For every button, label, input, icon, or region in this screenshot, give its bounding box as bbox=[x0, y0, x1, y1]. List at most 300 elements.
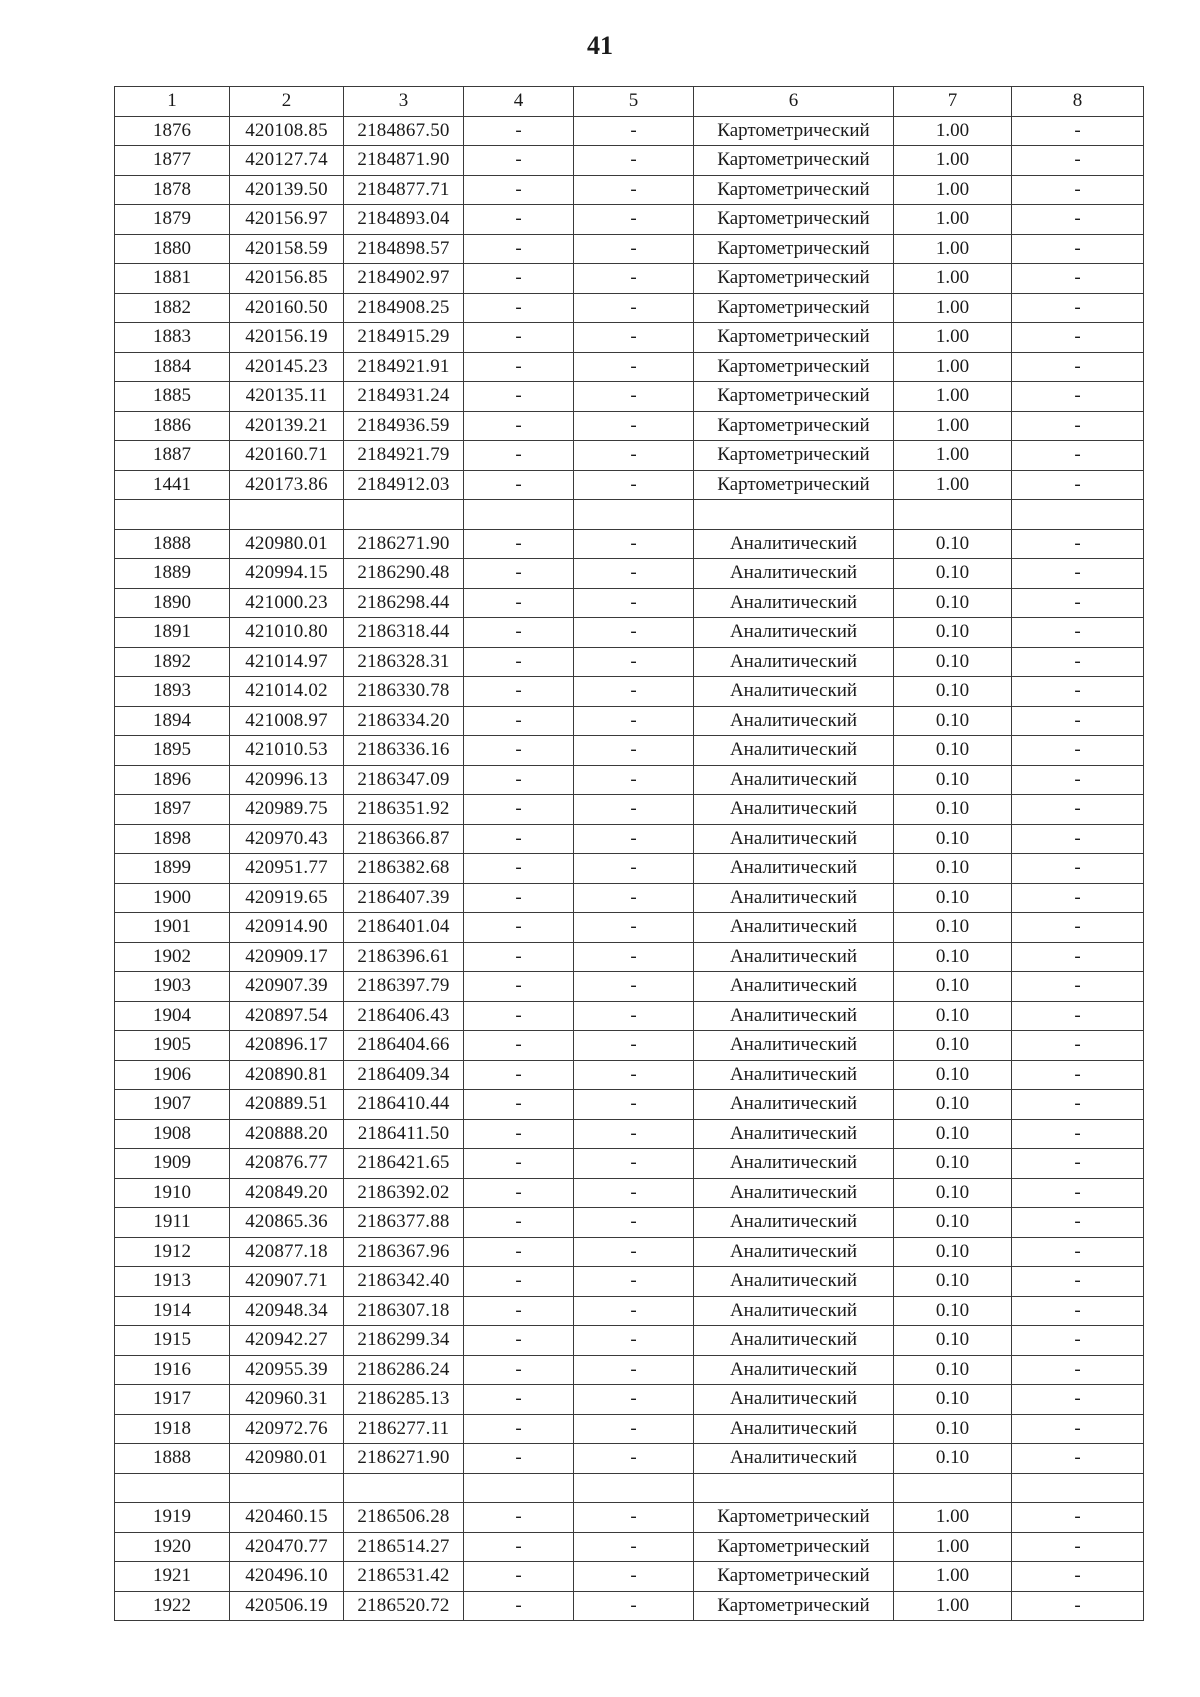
table-cell-col-3: 2186377.88 bbox=[344, 1208, 464, 1238]
table-cell-col-7: 0.10 bbox=[894, 1178, 1012, 1208]
table-cell-col-3: 2186290.48 bbox=[344, 559, 464, 589]
table-row bbox=[115, 411, 1144, 441]
table-cell-col-1: 1886 bbox=[115, 411, 230, 441]
table-row bbox=[115, 323, 1144, 353]
table-row-separator bbox=[115, 1473, 1144, 1503]
table-cell-col-4: - bbox=[464, 1119, 574, 1149]
table-cell-col-8: - bbox=[1012, 529, 1144, 559]
table-cell-col-5: - bbox=[574, 470, 694, 500]
table-cell-col-5: - bbox=[574, 1001, 694, 1031]
table-cell-col-4: - bbox=[464, 942, 574, 972]
table-cell-col-7: 1.00 bbox=[894, 441, 1012, 471]
table-cell-col-6: Аналитический bbox=[694, 972, 894, 1002]
table-cell-col-6: Аналитический bbox=[694, 942, 894, 972]
table-cell-col-3: 2186406.43 bbox=[344, 1001, 464, 1031]
table-row bbox=[115, 972, 1144, 1002]
table-cell-col-1: 1877 bbox=[115, 146, 230, 176]
table-cell-col-3: 2186520.72 bbox=[344, 1591, 464, 1621]
table-cell-col-2: 420888.20 bbox=[230, 1119, 344, 1149]
table-row bbox=[115, 1208, 1144, 1238]
table-cell-col-1: 1893 bbox=[115, 677, 230, 707]
table-cell-col-6: Картометрический bbox=[694, 116, 894, 146]
table-cell-col-3: 2186299.34 bbox=[344, 1326, 464, 1356]
table-cell-col-5: - bbox=[574, 1414, 694, 1444]
table-cell-col-2: 420994.15 bbox=[230, 559, 344, 589]
table-cell-col-3: 2186514.27 bbox=[344, 1532, 464, 1562]
table-cell-col-4: - bbox=[464, 175, 574, 205]
table-cell-col-3: 2186410.44 bbox=[344, 1090, 464, 1120]
table-cell-col-7: 0.10 bbox=[894, 1060, 1012, 1090]
table-cell-col-4: - bbox=[464, 323, 574, 353]
table-row bbox=[115, 559, 1144, 589]
table-cell-col-4: - bbox=[464, 382, 574, 412]
table-cell-col-3: 2186298.44 bbox=[344, 588, 464, 618]
table-row bbox=[115, 1414, 1144, 1444]
table-cell-col-7: 0.10 bbox=[894, 529, 1012, 559]
table-cell-col-6: Картометрический bbox=[694, 264, 894, 294]
table-cell-col-5: - bbox=[574, 352, 694, 382]
column-header-4: 4 bbox=[464, 87, 574, 117]
table-cell-col-8: - bbox=[1012, 264, 1144, 294]
table-cell-col-1: 1878 bbox=[115, 175, 230, 205]
table-cell-col-2: 420996.13 bbox=[230, 765, 344, 795]
table-cell-col-2: 420460.15 bbox=[230, 1503, 344, 1533]
table-cell-col-4: - bbox=[464, 972, 574, 1002]
table-cell-col-2: 420145.23 bbox=[230, 352, 344, 382]
table-cell-col-2: 421008.97 bbox=[230, 706, 344, 736]
table-cell-col-2: 420156.19 bbox=[230, 323, 344, 353]
table-row bbox=[115, 588, 1144, 618]
table-cell-col-7: 1.00 bbox=[894, 1532, 1012, 1562]
table-cell-col-1: 1889 bbox=[115, 559, 230, 589]
table-cell-col-6: Аналитический bbox=[694, 1060, 894, 1090]
table-cell-col-1: 1441 bbox=[115, 470, 230, 500]
table-cell-col-7: 0.10 bbox=[894, 647, 1012, 677]
table-cell-col-2: 420108.85 bbox=[230, 116, 344, 146]
table-cell-col-3: 2186286.24 bbox=[344, 1355, 464, 1385]
table-row bbox=[115, 1119, 1144, 1149]
table-cell-col-4: - bbox=[464, 883, 574, 913]
table-body bbox=[115, 116, 1144, 1621]
table-cell-col-4: - bbox=[464, 1326, 574, 1356]
table-cell-col-4: - bbox=[464, 1031, 574, 1061]
table-row bbox=[115, 175, 1144, 205]
table-cell-col-4: - bbox=[464, 1178, 574, 1208]
table-cell-col-3: 2186396.61 bbox=[344, 942, 464, 972]
table-cell-col-8: - bbox=[1012, 116, 1144, 146]
table-cell-col-3 bbox=[344, 1473, 464, 1503]
table-cell-col-5: - bbox=[574, 1532, 694, 1562]
table-cell-col-7 bbox=[894, 500, 1012, 530]
table-cell-col-5 bbox=[574, 500, 694, 530]
column-header-5: 5 bbox=[574, 87, 694, 117]
table-cell-col-7: 0.10 bbox=[894, 765, 1012, 795]
table-cell-col-7: 0.10 bbox=[894, 1149, 1012, 1179]
table-cell-col-2: 420907.39 bbox=[230, 972, 344, 1002]
table-cell-col-2: 420955.39 bbox=[230, 1355, 344, 1385]
table-cell-col-5: - bbox=[574, 647, 694, 677]
table-cell-col-6: Картометрический bbox=[694, 1591, 894, 1621]
table-cell-col-5: - bbox=[574, 824, 694, 854]
table-cell-col-1: 1880 bbox=[115, 234, 230, 264]
table-cell-col-5: - bbox=[574, 411, 694, 441]
table-cell-col-7: 1.00 bbox=[894, 293, 1012, 323]
table-cell-col-7: 0.10 bbox=[894, 1001, 1012, 1031]
table-cell-col-7: 0.10 bbox=[894, 1237, 1012, 1267]
table-cell-col-7: 0.10 bbox=[894, 1267, 1012, 1297]
table-cell-col-4: - bbox=[464, 913, 574, 943]
table-cell-col-7: 0.10 bbox=[894, 1296, 1012, 1326]
table-cell-col-3: 2186531.42 bbox=[344, 1562, 464, 1592]
table-cell-col-6: Аналитический bbox=[694, 1208, 894, 1238]
table-cell-col-6 bbox=[694, 1473, 894, 1503]
table-cell-col-7: 0.10 bbox=[894, 972, 1012, 1002]
table-cell-col-5: - bbox=[574, 264, 694, 294]
page-number: 41 bbox=[587, 31, 613, 60]
table-cell-col-8: - bbox=[1012, 146, 1144, 176]
table-cell-col-4: - bbox=[464, 765, 574, 795]
table-cell-col-4: - bbox=[464, 441, 574, 471]
table-cell-col-2: 420897.54 bbox=[230, 1001, 344, 1031]
table-cell-col-8: - bbox=[1012, 765, 1144, 795]
table-cell-col-8: - bbox=[1012, 1385, 1144, 1415]
table-row bbox=[115, 529, 1144, 559]
table-cell-col-4: - bbox=[464, 1532, 574, 1562]
table-row bbox=[115, 677, 1144, 707]
table-cell-col-7: 0.10 bbox=[894, 1119, 1012, 1149]
table-row bbox=[115, 1296, 1144, 1326]
table-cell-col-1: 1899 bbox=[115, 854, 230, 884]
table-cell-col-8: - bbox=[1012, 1532, 1144, 1562]
table-cell-col-5: - bbox=[574, 559, 694, 589]
table-cell-col-2: 420496.10 bbox=[230, 1562, 344, 1592]
table-cell-col-2: 420960.31 bbox=[230, 1385, 344, 1415]
table-cell-col-7: 1.00 bbox=[894, 264, 1012, 294]
table-cell-col-8: - bbox=[1012, 795, 1144, 825]
table-cell-col-4: - bbox=[464, 529, 574, 559]
table-cell-col-5: - bbox=[574, 913, 694, 943]
table-cell-col-3: 2186407.39 bbox=[344, 883, 464, 913]
table-cell-col-6: Картометрический bbox=[694, 1562, 894, 1592]
table-cell-col-7: 0.10 bbox=[894, 1414, 1012, 1444]
table-row bbox=[115, 1591, 1144, 1621]
table-cell-col-6: Картометрический bbox=[694, 382, 894, 412]
table-cell-col-3: 2184936.59 bbox=[344, 411, 464, 441]
table-cell-col-8 bbox=[1012, 1473, 1144, 1503]
table-row bbox=[115, 824, 1144, 854]
table-cell-col-5 bbox=[574, 1473, 694, 1503]
table-cell-col-6: Аналитический bbox=[694, 1031, 894, 1061]
table-cell-col-5: - bbox=[574, 1149, 694, 1179]
table-cell-col-5: - bbox=[574, 618, 694, 648]
table-cell-col-7: 0.10 bbox=[894, 854, 1012, 884]
table-row bbox=[115, 1385, 1144, 1415]
table-cell-col-8: - bbox=[1012, 352, 1144, 382]
table-row bbox=[115, 1178, 1144, 1208]
table-cell-col-8: - bbox=[1012, 175, 1144, 205]
table-cell-col-5: - bbox=[574, 146, 694, 176]
table-cell-col-3: 2186366.87 bbox=[344, 824, 464, 854]
table-cell-col-8: - bbox=[1012, 942, 1144, 972]
table-cell-col-5: - bbox=[574, 529, 694, 559]
table-cell-col-3: 2186367.96 bbox=[344, 1237, 464, 1267]
table-cell-col-2: 420156.85 bbox=[230, 264, 344, 294]
table-cell-col-5: - bbox=[574, 382, 694, 412]
table-cell-col-4: - bbox=[464, 1237, 574, 1267]
table-cell-col-1: 1914 bbox=[115, 1296, 230, 1326]
table-cell-col-5: - bbox=[574, 1267, 694, 1297]
table-cell-col-1: 1892 bbox=[115, 647, 230, 677]
table-cell-col-6: Аналитический bbox=[694, 1001, 894, 1031]
table-cell-col-8: - bbox=[1012, 441, 1144, 471]
table-cell-col-1 bbox=[115, 500, 230, 530]
table-cell-col-6: Аналитический bbox=[694, 677, 894, 707]
table-cell-col-5: - bbox=[574, 1237, 694, 1267]
table-cell-col-6: Картометрический bbox=[694, 293, 894, 323]
table-cell-col-8: - bbox=[1012, 1001, 1144, 1031]
table-row bbox=[115, 913, 1144, 943]
table-cell-col-7: 0.10 bbox=[894, 618, 1012, 648]
table-cell-col-1: 1902 bbox=[115, 942, 230, 972]
table-cell-col-6: Аналитический bbox=[694, 559, 894, 589]
table-cell-col-2: 421014.97 bbox=[230, 647, 344, 677]
table-cell-col-8: - bbox=[1012, 736, 1144, 766]
table-cell-col-6: Картометрический bbox=[694, 205, 894, 235]
table-cell-col-4: - bbox=[464, 293, 574, 323]
table-cell-col-3: 2186347.09 bbox=[344, 765, 464, 795]
table-cell-col-8: - bbox=[1012, 972, 1144, 1002]
table-cell-col-3: 2184898.57 bbox=[344, 234, 464, 264]
table-cell-col-1: 1897 bbox=[115, 795, 230, 825]
table-cell-col-1: 1912 bbox=[115, 1237, 230, 1267]
table-cell-col-8: - bbox=[1012, 913, 1144, 943]
table-cell-col-1: 1905 bbox=[115, 1031, 230, 1061]
table-cell-col-5: - bbox=[574, 1385, 694, 1415]
table-cell-col-5: - bbox=[574, 677, 694, 707]
table-cell-col-1: 1907 bbox=[115, 1090, 230, 1120]
table-cell-col-4: - bbox=[464, 1414, 574, 1444]
table-cell-col-1: 1894 bbox=[115, 706, 230, 736]
table-cell-col-3: 2186271.90 bbox=[344, 1444, 464, 1474]
table-cell-col-3: 2184921.79 bbox=[344, 441, 464, 471]
table-cell-col-5: - bbox=[574, 1208, 694, 1238]
table-cell-col-1: 1879 bbox=[115, 205, 230, 235]
table-row bbox=[115, 854, 1144, 884]
table-cell-col-8: - bbox=[1012, 234, 1144, 264]
table-row bbox=[115, 1444, 1144, 1474]
table-cell-col-2: 421000.23 bbox=[230, 588, 344, 618]
table-cell-col-3: 2186318.44 bbox=[344, 618, 464, 648]
table-cell-col-6: Аналитический bbox=[694, 1296, 894, 1326]
table-cell-col-2: 420160.71 bbox=[230, 441, 344, 471]
table-cell-col-6: Аналитический bbox=[694, 854, 894, 884]
table-cell-col-3: 2184902.97 bbox=[344, 264, 464, 294]
table-cell-col-3: 2186392.02 bbox=[344, 1178, 464, 1208]
table-cell-col-4: - bbox=[464, 411, 574, 441]
table-cell-col-7: 0.10 bbox=[894, 1090, 1012, 1120]
table-cell-col-5: - bbox=[574, 1326, 694, 1356]
table-row bbox=[115, 795, 1144, 825]
table-cell-col-3: 2186277.11 bbox=[344, 1414, 464, 1444]
table-cell-col-3: 2186421.65 bbox=[344, 1149, 464, 1179]
table-row bbox=[115, 1503, 1144, 1533]
table-cell-col-5: - bbox=[574, 795, 694, 825]
table-cell-col-7: 1.00 bbox=[894, 382, 1012, 412]
table-cell-col-8: - bbox=[1012, 588, 1144, 618]
table-cell-col-2: 420127.74 bbox=[230, 146, 344, 176]
table-cell-col-2: 421014.02 bbox=[230, 677, 344, 707]
table-cell-col-6: Аналитический bbox=[694, 1326, 894, 1356]
table-row bbox=[115, 706, 1144, 736]
table-cell-col-7: 1.00 bbox=[894, 116, 1012, 146]
table-row bbox=[115, 1562, 1144, 1592]
table-cell-col-8: - bbox=[1012, 559, 1144, 589]
table-cell-col-3: 2184908.25 bbox=[344, 293, 464, 323]
table-cell-col-2: 420139.21 bbox=[230, 411, 344, 441]
table-cell-col-4: - bbox=[464, 1503, 574, 1533]
table-cell-col-7: 0.10 bbox=[894, 942, 1012, 972]
table-cell-col-3: 2184915.29 bbox=[344, 323, 464, 353]
table-row bbox=[115, 382, 1144, 412]
table-cell-col-2: 420156.97 bbox=[230, 205, 344, 235]
table-cell-col-8: - bbox=[1012, 205, 1144, 235]
table-cell-col-4: - bbox=[464, 1591, 574, 1621]
table-cell-col-2: 421010.53 bbox=[230, 736, 344, 766]
table-cell-col-4: - bbox=[464, 1296, 574, 1326]
table-row bbox=[115, 736, 1144, 766]
table-cell-col-6 bbox=[694, 500, 894, 530]
table-cell-col-2: 420948.34 bbox=[230, 1296, 344, 1326]
table-cell-col-1: 1909 bbox=[115, 1149, 230, 1179]
table-cell-col-8: - bbox=[1012, 293, 1144, 323]
table-cell-col-4: - bbox=[464, 1355, 574, 1385]
table-cell-col-2: 420972.76 bbox=[230, 1414, 344, 1444]
table-cell-col-6: Аналитический bbox=[694, 765, 894, 795]
table-cell-col-4: - bbox=[464, 677, 574, 707]
table-cell-col-3: 2186404.66 bbox=[344, 1031, 464, 1061]
table-row bbox=[115, 618, 1144, 648]
table-cell-col-6: Аналитический bbox=[694, 1090, 894, 1120]
table-cell-col-3: 2186397.79 bbox=[344, 972, 464, 1002]
table-cell-col-7: 1.00 bbox=[894, 234, 1012, 264]
table-cell-col-7: 1.00 bbox=[894, 175, 1012, 205]
table-row bbox=[115, 116, 1144, 146]
table-cell-col-3 bbox=[344, 500, 464, 530]
table-cell-col-6: Аналитический bbox=[694, 706, 894, 736]
table-cell-col-6: Аналитический bbox=[694, 1149, 894, 1179]
table-cell-col-5: - bbox=[574, 736, 694, 766]
table-cell-col-3: 2186328.31 bbox=[344, 647, 464, 677]
table-row bbox=[115, 352, 1144, 382]
table-cell-col-6: Аналитический bbox=[694, 883, 894, 913]
table-cell-col-7: 0.10 bbox=[894, 1031, 1012, 1061]
table-cell-col-2: 420506.19 bbox=[230, 1591, 344, 1621]
table-cell-col-5: - bbox=[574, 441, 694, 471]
table-cell-col-8: - bbox=[1012, 1296, 1144, 1326]
table-cell-col-8: - bbox=[1012, 323, 1144, 353]
table-cell-col-1: 1906 bbox=[115, 1060, 230, 1090]
table-cell-col-2: 420914.90 bbox=[230, 913, 344, 943]
table-cell-col-7: 0.10 bbox=[894, 1355, 1012, 1385]
table-cell-col-2: 420876.77 bbox=[230, 1149, 344, 1179]
table-cell-col-1: 1891 bbox=[115, 618, 230, 648]
table-cell-col-3: 2186409.34 bbox=[344, 1060, 464, 1090]
table-cell-col-6: Картометрический bbox=[694, 175, 894, 205]
table-cell-col-4: - bbox=[464, 352, 574, 382]
table-cell-col-2: 420890.81 bbox=[230, 1060, 344, 1090]
table-cell-col-4: - bbox=[464, 559, 574, 589]
table-cell-col-6: Аналитический bbox=[694, 1444, 894, 1474]
table-cell-col-5: - bbox=[574, 175, 694, 205]
table-cell-col-3: 2186401.04 bbox=[344, 913, 464, 943]
table-cell-col-4 bbox=[464, 500, 574, 530]
table-cell-col-3: 2186330.78 bbox=[344, 677, 464, 707]
table-cell-col-7: 1.00 bbox=[894, 205, 1012, 235]
table-cell-col-1 bbox=[115, 1473, 230, 1503]
table-cell-col-2: 420951.77 bbox=[230, 854, 344, 884]
table-row bbox=[115, 1326, 1144, 1356]
table-cell-col-7: 0.10 bbox=[894, 824, 1012, 854]
table-cell-col-8: - bbox=[1012, 854, 1144, 884]
table-row bbox=[115, 1090, 1144, 1120]
table-cell-col-6: Картометрический bbox=[694, 411, 894, 441]
table-cell-col-4: - bbox=[464, 795, 574, 825]
table-cell-col-6: Аналитический bbox=[694, 1119, 894, 1149]
table-cell-col-1: 1921 bbox=[115, 1562, 230, 1592]
table-row bbox=[115, 1149, 1144, 1179]
table-cell-col-8: - bbox=[1012, 1119, 1144, 1149]
table-cell-col-2: 420907.71 bbox=[230, 1267, 344, 1297]
table-cell-col-4: - bbox=[464, 264, 574, 294]
table-cell-col-2: 421010.80 bbox=[230, 618, 344, 648]
table-cell-col-4: - bbox=[464, 1562, 574, 1592]
table-cell-col-7: 0.10 bbox=[894, 559, 1012, 589]
table-cell-col-6: Аналитический bbox=[694, 529, 894, 559]
table-cell-col-3: 2186411.50 bbox=[344, 1119, 464, 1149]
table-cell-col-7: 1.00 bbox=[894, 146, 1012, 176]
table-cell-col-5: - bbox=[574, 1090, 694, 1120]
table-cell-col-1: 1911 bbox=[115, 1208, 230, 1238]
table-cell-col-3: 2186334.20 bbox=[344, 706, 464, 736]
table-cell-col-2: 420865.36 bbox=[230, 1208, 344, 1238]
table-cell-col-2: 420139.50 bbox=[230, 175, 344, 205]
table-cell-col-8: - bbox=[1012, 382, 1144, 412]
table-cell-col-8: - bbox=[1012, 706, 1144, 736]
table-cell-col-1: 1910 bbox=[115, 1178, 230, 1208]
table-cell-col-8: - bbox=[1012, 1562, 1144, 1592]
table-cell-col-5: - bbox=[574, 942, 694, 972]
table-cell-col-1: 1901 bbox=[115, 913, 230, 943]
table-cell-col-4: - bbox=[464, 1267, 574, 1297]
table-cell-col-5: - bbox=[574, 1296, 694, 1326]
table-cell-col-6: Аналитический bbox=[694, 913, 894, 943]
table-cell-col-1: 1917 bbox=[115, 1385, 230, 1415]
table-cell-col-2: 420470.77 bbox=[230, 1532, 344, 1562]
table-cell-col-4: - bbox=[464, 146, 574, 176]
table-cell-col-2: 420980.01 bbox=[230, 1444, 344, 1474]
table-header-row bbox=[115, 87, 1144, 117]
table-cell-col-6: Аналитический bbox=[694, 736, 894, 766]
table-cell-col-5: - bbox=[574, 234, 694, 264]
table-cell-col-1: 1884 bbox=[115, 352, 230, 382]
table-cell-col-4: - bbox=[464, 706, 574, 736]
table-cell-col-8: - bbox=[1012, 1060, 1144, 1090]
table-cell-col-1: 1908 bbox=[115, 1119, 230, 1149]
table-cell-col-2 bbox=[230, 500, 344, 530]
table-cell-col-1: 1898 bbox=[115, 824, 230, 854]
table-cell-col-5: - bbox=[574, 1591, 694, 1621]
table-cell-col-2: 420909.17 bbox=[230, 942, 344, 972]
